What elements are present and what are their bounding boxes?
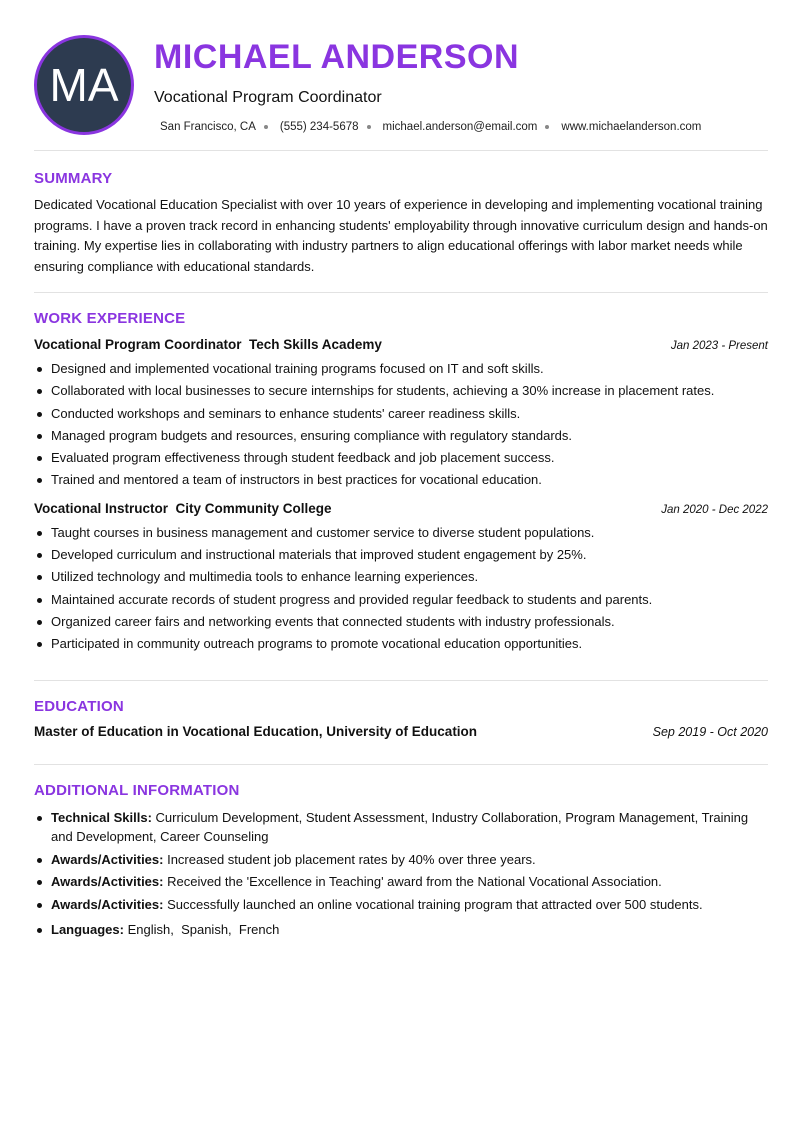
job-entry (34, 337, 768, 492)
list-item: Managed program budgets and resources, ensuring compliance with regulatory standards. (34, 425, 768, 447)
item-label: Languages: (51, 922, 124, 938)
job-role: Vocational Program Coordinator Tech Skills Academy (34, 337, 382, 352)
avatar (34, 35, 134, 135)
item-label: Awards/Activities: (51, 874, 164, 890)
summary-text: Dedicated Vocational Education Specialist with over 10 years of experience in developing and implementing vocational training programs. I have a proven track record in enhancing students' employability through innovative curriculum design and hands-on training. My expertise lies in collaborating with industry partners to align educational offerings with labor market needs while ensuring compliance with educational standards. (34, 197, 768, 274)
resume-page (34, 0, 768, 943)
list-item: Designed and implemented vocational training programs focused on IT and soft skills. (34, 358, 768, 380)
job-header (34, 337, 768, 352)
list-item: Developed curriculum and instructional materials that improved student engagement by 25%. (34, 544, 768, 566)
list-item: Organized career fairs and networking events that connected students with industry professionals. (34, 611, 768, 633)
work-experience-section (34, 293, 768, 656)
education-section (34, 681, 768, 739)
item-text: English, Spanish, French (127, 922, 280, 938)
job-entry (34, 501, 768, 656)
separator-dot-icon (367, 125, 371, 129)
contact-location: San Francisco, CA (160, 121, 256, 133)
education-entry (34, 724, 768, 739)
list-item: Utilized technology and multimedia tools to enhance learning experiences. (34, 566, 768, 588)
item-text: Curriculum Development, Student Assessment, Industry Collaboration, Program Management, Training and Development, Career Counseling (51, 809, 749, 845)
list-item: Maintained accurate records of student progress and provided regular feedback to students and parents. (34, 589, 768, 611)
list-item (34, 920, 768, 940)
list-item (34, 808, 768, 847)
item-label: Technical Skills: (51, 809, 152, 825)
item-label: Awards/Activities: (51, 851, 164, 867)
list-item: Taught courses in business management and customer service to diverse student populations. (34, 522, 768, 544)
list-item: Conducted workshops and seminars to enhance students' career readiness skills. (34, 403, 768, 425)
education-dates: Sep 2019 - Oct 2020 (652, 724, 768, 739)
item-label: Awards/Activities: (51, 896, 164, 912)
job-role: Vocational Instructor City Community College (34, 500, 332, 516)
job-dates: Jan 2020 - Dec 2022 (661, 503, 768, 516)
additional-info-list (34, 808, 768, 940)
job-bullets (34, 358, 768, 492)
additional-info-heading: ADDITIONAL INFORMATION (34, 781, 240, 799)
job-dates: Jan 2023 - Present (670, 340, 768, 352)
additional-info-section (34, 765, 768, 940)
education-heading: EDUCATION (34, 697, 124, 715)
contact-row (160, 121, 701, 133)
separator-dot-icon (545, 125, 549, 129)
summary-heading: SUMMARY (34, 170, 113, 187)
separator-dot-icon (264, 125, 268, 129)
candidate-name: MICHAEL ANDERSON (154, 38, 520, 76)
education-degree: Master of Education in Vocational Education, University of Education (34, 723, 478, 739)
candidate-title: Vocational Program Coordinator (154, 89, 382, 106)
item-text: Increased student job placement rates by 40% over three years. (167, 851, 536, 867)
contact-email[interactable]: michael.anderson@email.com (382, 121, 538, 133)
contact-phone: (555) 234-5678 (279, 121, 359, 133)
item-text: Successfully launched an online vocational training program that attracted over 500 students. (167, 896, 703, 912)
contact-website[interactable]: www.michaelanderson.com (561, 121, 702, 133)
list-item (34, 850, 768, 870)
list-item: Participated in community outreach programs to promote vocational education opportunities. (34, 633, 768, 655)
item-text: Received the 'Excellence in Teaching' award from the National Vocational Association. (167, 874, 662, 890)
job-header (34, 501, 768, 516)
work-experience-heading: WORK EXPERIENCE (34, 310, 186, 327)
list-item (34, 872, 768, 892)
job-bullets (34, 522, 768, 656)
list-item: Collaborated with local businesses to secure internships for students, achieving a 30% increase in placement rates. (34, 380, 768, 402)
list-item: Trained and mentored a team of instructors in best practices for vocational education. (34, 469, 768, 491)
avatar-initials: MA (49, 59, 119, 111)
list-item (34, 895, 768, 915)
resume-header (34, 0, 768, 150)
list-item: Evaluated program effectiveness through student feedback and job placement success. (34, 447, 768, 469)
summary-section (34, 151, 768, 277)
